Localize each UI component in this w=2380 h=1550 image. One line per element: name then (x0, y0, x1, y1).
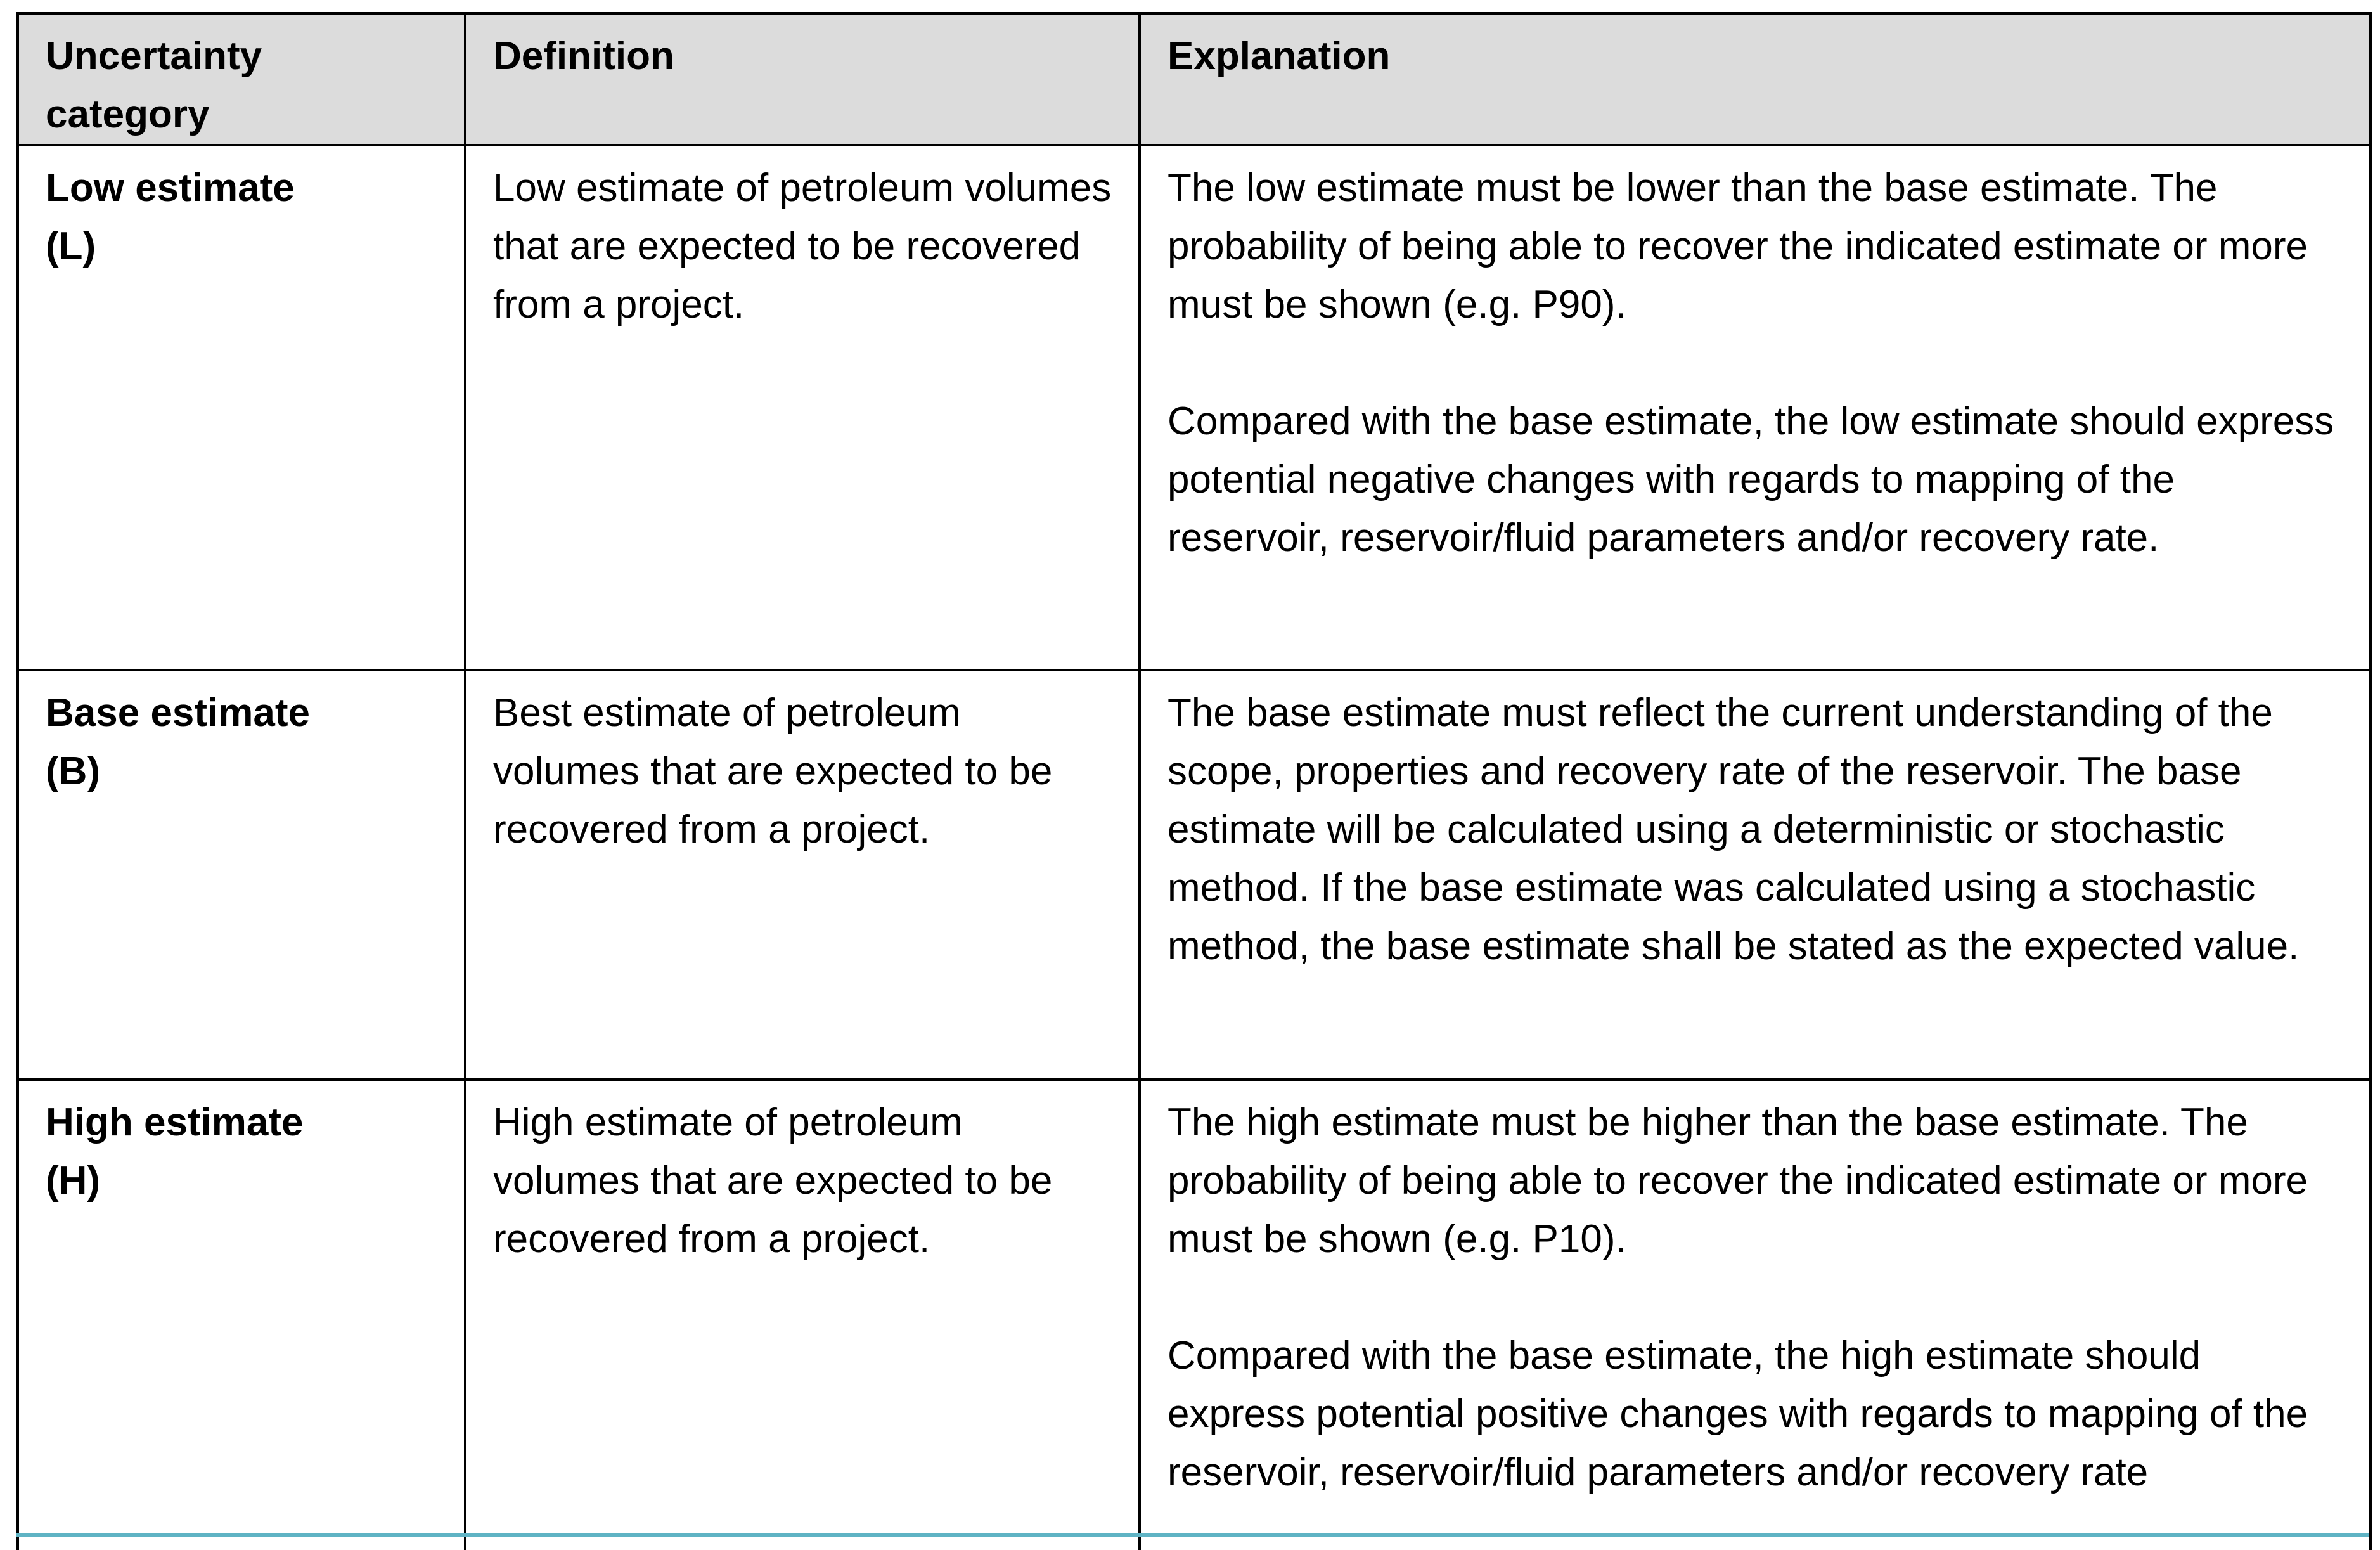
table-row-low-estimate (18, 145, 2370, 670)
explanation-cell (1140, 1080, 2370, 1550)
table-row-high-estimate (18, 1080, 2370, 1550)
category-cell (18, 1080, 465, 1550)
bottom-divider (16, 1533, 2369, 1537)
explanation-cell (1140, 670, 2370, 1080)
category-name: Low estimate (46, 166, 295, 210)
category-cell (18, 145, 465, 670)
header-uncertainty-category: Uncertainty category (18, 13, 465, 145)
category-cell (18, 670, 465, 1080)
category-code: (B) (46, 749, 101, 793)
category-code: (L) (46, 224, 96, 268)
explanation-paragraph: Compared with the base estimate, the high estimate should express potential positive changes with regards to mapping of the reservoir, reservoir/fluid parameters and/or recovery rate (1167, 1334, 2308, 1494)
category-name: Base estimate (46, 691, 311, 735)
definition-cell: High estimate of petroleum volumes that are expected to be recovered from a project. (465, 1080, 1140, 1550)
definition-cell: Best estimate of petroleum volumes that are expected to be recovered from a project. (465, 670, 1140, 1080)
table-row-base-estimate (18, 670, 2370, 1080)
definition-cell: Low estimate of petroleum volumes that are expected to be recovered from a project. (465, 145, 1140, 670)
explanation-paragraph: The low estimate must be lower than the base estimate. The probability of being able to recover the indicated estimate or more must be shown (e.g. P90). (1167, 166, 2308, 326)
uncertainty-table (16, 12, 2372, 1550)
explanation-paragraph: The base estimate must reflect the current understanding of the scope, properties and recovery rate of the reservoir. The base estimate will be calculated using a deterministic or stochastic method. If the base estimate was calculated using a stochastic method, the base estimate shall be stated as the expected value. (1167, 691, 2300, 968)
category-name: High estimate (46, 1101, 304, 1144)
header-explanation: Explanation (1140, 13, 2370, 145)
category-code: (H) (46, 1159, 101, 1203)
table-header-row (18, 13, 2370, 145)
header-definition: Definition (465, 13, 1140, 145)
explanation-cell (1140, 145, 2370, 670)
explanation-paragraph: Compared with the base estimate, the low estimate should express potential negative changes with regards to mapping of the reservoir, reservoir/fluid parameters and/or recovery rate. (1167, 399, 2334, 560)
explanation-paragraph: The high estimate must be higher than the base estimate. The probability of being able to recover the indicated estimate or more must be shown (e.g. P10). (1167, 1101, 2308, 1261)
